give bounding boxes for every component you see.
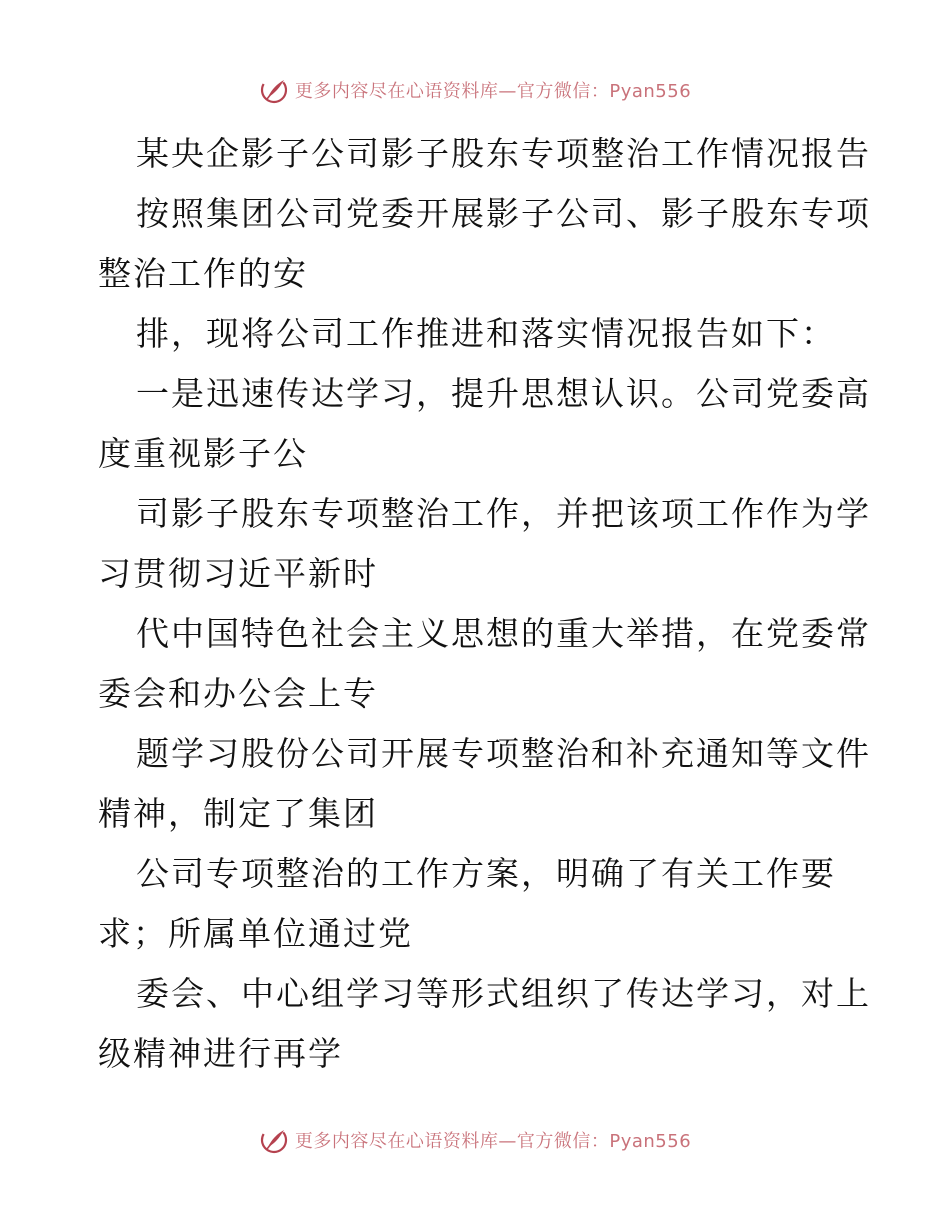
text-line: 某央企影子公司影子股东专项整治工作情况报告 xyxy=(136,134,871,173)
text-line: 级精神进行再学 xyxy=(98,1034,343,1073)
footer-banner xyxy=(0,1120,950,1160)
feather-pen-logo-icon xyxy=(259,75,289,105)
text-line: 题学习股份公司开展专项整治和补充通知等文件 xyxy=(136,734,871,773)
header-banner xyxy=(0,70,950,110)
document-body xyxy=(98,124,871,1084)
text-line: 度重视影子公 xyxy=(98,434,308,473)
text-line: 一是迅速传达学习，提升思想认识。公司党委高 xyxy=(136,374,871,413)
text-line: 委会和办公会上专 xyxy=(98,674,378,713)
text-line: 代中国特色社会主义思想的重大举措，在党委常 xyxy=(136,614,871,653)
text-line: 司影子股东专项整治工作，并把该项工作作为学 xyxy=(136,494,871,533)
text-line: 委会、中心组学习等形式组织了传达学习，对上 xyxy=(136,974,871,1013)
text-line: 排，现将公司工作推进和落实情况报告如下： xyxy=(136,314,836,353)
header-banner-text: 更多内容尽在心语资料库—官方微信：Pyan556 xyxy=(294,81,692,102)
text-line: 整治工作的安 xyxy=(98,254,308,293)
text-line: 习贯彻习近平新时 xyxy=(98,554,378,593)
text-line: 精神，制定了集团 xyxy=(98,794,378,833)
text-line: 求；所属单位通过党 xyxy=(98,914,413,953)
feather-pen-logo-icon xyxy=(259,1125,289,1155)
footer-banner-text: 更多内容尽在心语资料库—官方微信：Pyan556 xyxy=(294,1131,692,1152)
text-line: 公司专项整治的工作方案，明确了有关工作要 xyxy=(136,854,836,893)
text-line: 按照集团公司党委开展影子公司、影子股东专项 xyxy=(136,194,871,233)
